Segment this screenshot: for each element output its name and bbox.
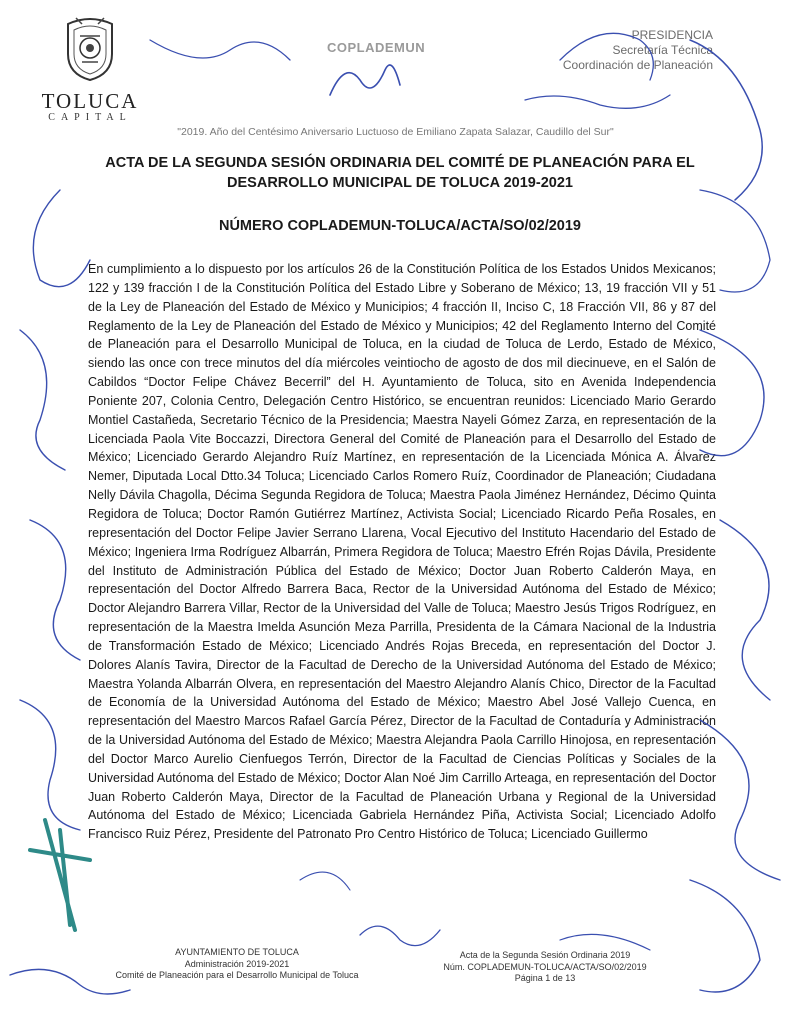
signature-mark (20, 700, 80, 830)
signature-mark (30, 820, 90, 930)
footer-comite: Comité de Planeación para el Desarrollo Municipal de Toluca (115, 970, 359, 980)
coplademun-heading: COPLADEMUN (327, 40, 426, 55)
footer-acta: Acta de la Segunda Sesión Ordinaria 2019 (459, 950, 631, 960)
toluca-logo (40, 14, 140, 123)
logo-wordmark: TOLUCA (41, 89, 139, 113)
document-number: NÚMERO COPLADEMUN-TOLUCA/ACTA/SO/02/2019 (218, 218, 581, 234)
signature-mark (33, 190, 90, 287)
signature-mark (360, 926, 440, 946)
footer-administracion: Administración 2019-2021 (184, 958, 290, 969)
document-title: ACTA DE LA SEGUNDA SESIÓN ORDINARIA DEL COMITÉ DE PLANEACIÓN PARA EL DESARROLLO MUNICIPAL DE TOLUCA 2019-2021 (105, 155, 695, 191)
signature-mark (330, 65, 400, 95)
signature-mark (525, 95, 670, 108)
office-presidencia: PRESIDENCIA (631, 28, 713, 42)
year-motto: "2019. Año del Centésimo Aniversario Luctuoso de Emiliano Zapata Salazar, Caudillo del Sur" (177, 126, 614, 138)
signature-mark (30, 520, 80, 660)
footer-left (92, 947, 382, 982)
office-block (563, 28, 713, 73)
signature-mark (20, 330, 65, 470)
footer-ayuntamiento: AYUNTAMIENTO DE TOLUCA (175, 947, 299, 957)
logo-subtitle: CAPITAL (48, 112, 132, 123)
signature-mark (560, 934, 650, 950)
signature-mark (720, 520, 770, 700)
page-number: Página 1 de 13 (514, 973, 576, 983)
signature-mark (150, 40, 290, 60)
body-paragraph: En cumplimiento a lo dispuesto por los artículos 26 de la Constitución Política de los Estados Unidos Mexicanos; 122 y 139 fracción I de la Constitución Política del Estado Libre y Soberano de México; 13, 19 fracción VII y 51 de la Ley de Planeación del Estado de México y Municipios; 4 fracción II, Inciso C, 18 Fracción VII, 86 y 87 del Reglamento de la Ley de Planeación del Estado de México y Municipios; 42 del Reglamento Interno del Comité de Planeación para el Desarrollo Municipal de Toluca, en la ciudad de Toluca de Lerdo, Estado de México, siendo las once con trece minutos del día miércoles veintiocho de agosto de dos mil diecinueve, en el Salón de Cabildos “Doctor Felipe Chávez Becerril” del H. Ayuntamiento de Toluca, sito en Avenida Independencia Poniente 207, Colonia Centro, Delegación Centro Histórico, se encuentran reunidos: Licenciado Mario Gerardo Montiel Castañeda, Secretario Técnico de la Presidencia; Maestra Nayeli Gómez Zarza, en representación de la Licenciada Paola Vite Boccazzi, Directora General del Comité de Planeación para el Desarrollo del Estado de México; Licenciado Gerardo Alejandro Ruíz Martínez, en representación de la Licenciada Mónica A. Álvarez Nemer, Diputada Local Dtto.34 Toluca; Licenciado Carlos Romero Ruíz, Coordinador de Planeación; Ciudadana Nelly Dávila Chagolla, Décima Segunda Regidora de Toluca; Maestra Paola Jiménez Hernández, Décimo Quinta Regidora de Toluca; Doctor Ramón Gutiérrez Martínez, Activista Social; Licenciado Ricardo Peña Rosales, en representación del Doctor Felipe Javier Serrano Llarena, Vocal Ejecutivo del Instituto Hacendario del Estado de México; Ingeniera Irma Rodríguez Albarrán, Primera Regidora de Toluca; Maestro Efrén Rojas Dávila, Presidente del Instituto de Administración Pública del Estado de México; Doctor Juan Roberto Calderón Maya, en representación del Doctor Alfredo Barrera Baca, Rector de la Universidad Autónoma del Estado de México; Doctor Alejandro Barrera Villar, Rector de la Universidad del Valle de Toluca; Maestro Jesús Trigos Rodríguez, en representación de la Maestra Imelda Asunción Meza Parrilla, Presidenta de la Cámara Nacional de la Industria de Transformación Estado de México; Licenciado Andrés Rojas Breceda, en representación del Doctor J. Dolores Alanís Tavira, Director de la Facultad de Derecho de la Universidad Autónoma del Estado de México; Maestra Yolanda Albarrán Olvera, en representación del Maestro Alejandro Alanís Chico, Director de la Facultad de Economía de la Universidad Autónoma del Estado de México; Maestro Abel José Vallejo Cuenca, en representación del Maestro Marcos Rafael García Pérez, Director de la Facultad de Contaduría y Administración de la Universidad Autónoma del Estado de México; Maestra Alejandra Paola Carrillo Hinojosa, en representación del Doctor Marco Aurelio Cienfuegos Terrón, Director de la Facultad de Ciencias Políticas y Sociales de la Universidad Autónoma del Estado de México; Doctor Alan Noé Jim Carrillo Arteaga, en representación del Doctor Juan Roberto Calderón Maya, Director de la Facultad de Planeación Urbana y Regional de la Universidad Autónoma del Estado de México; Licenciada Gabriela Hernández Piña, Activista Social; Licenciado Adolfo Francisco Ruiz Pérez, Presidente del Patronato Pro Centro Histórico de Toluca; Licenciado Guillermo (88, 262, 716, 842)
office-coordinacion: Coordinación de Planeación (562, 58, 713, 72)
office-secretaria: Secretaría Técnica (612, 43, 713, 57)
coat-of-arms-icon (62, 14, 118, 82)
footer-number: Núm. COPLADEMUN-TOLUCA/ACTA/SO/02/2019 (443, 961, 647, 972)
footer-right (430, 950, 660, 985)
